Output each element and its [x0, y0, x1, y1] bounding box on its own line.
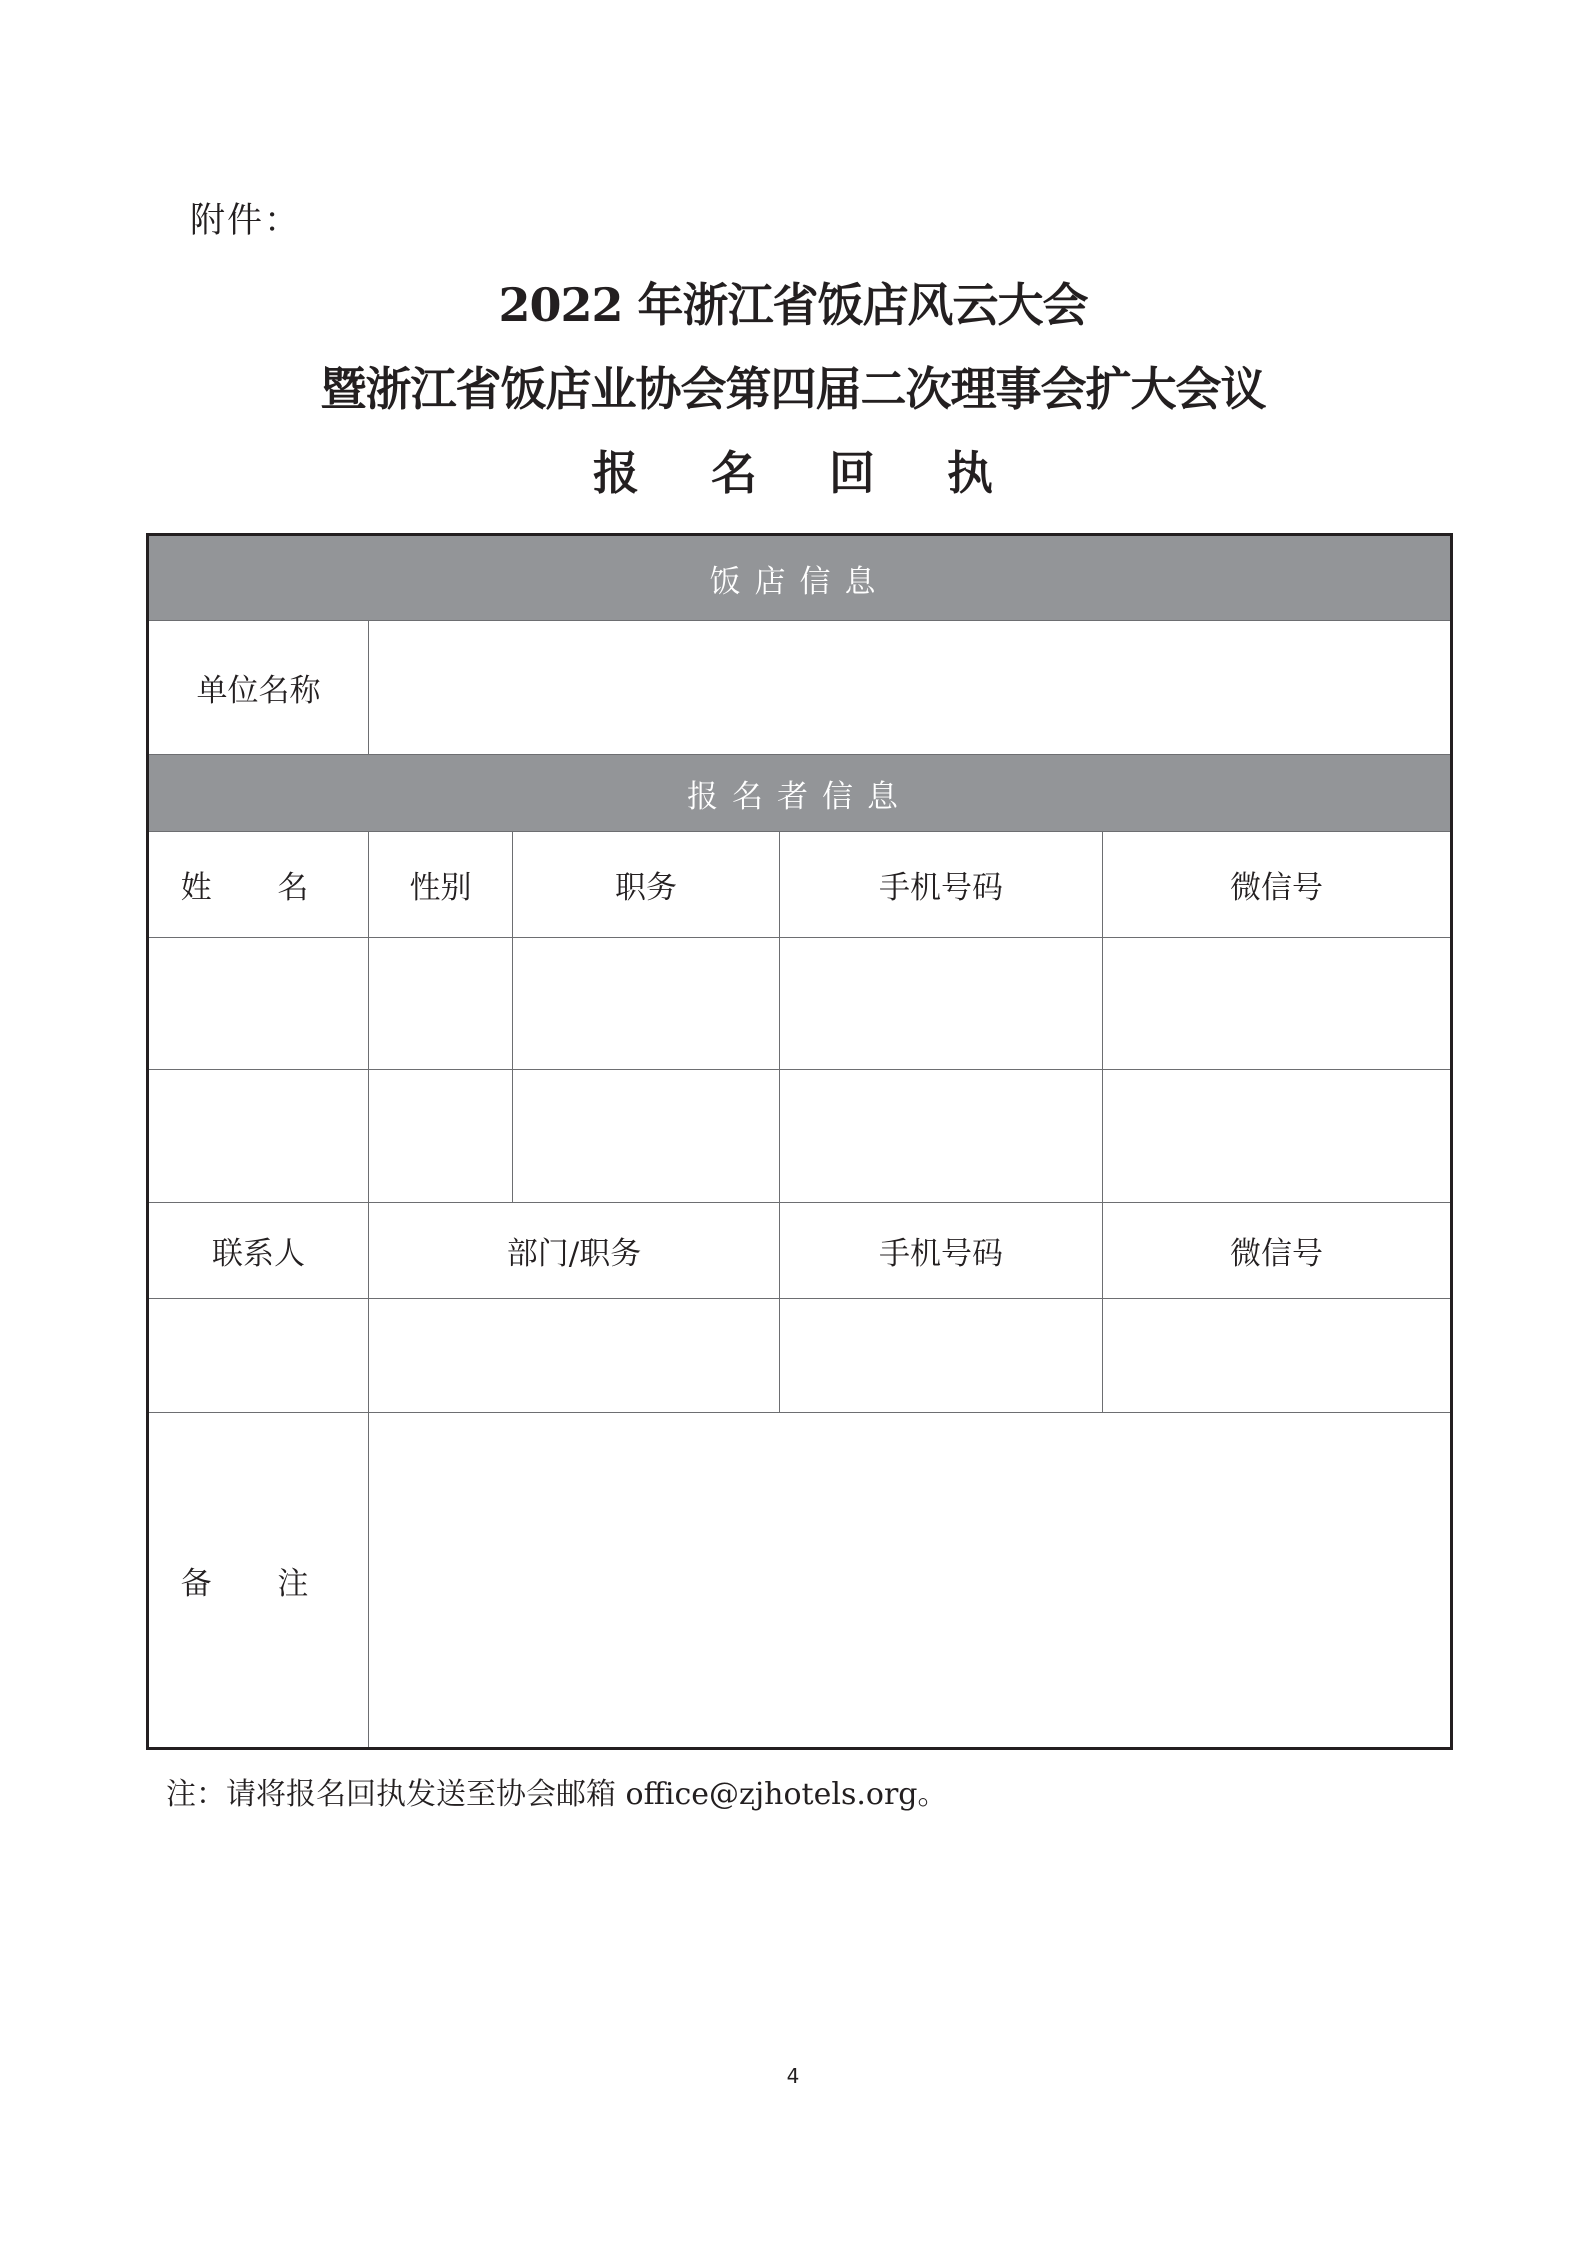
registrant-entry-row	[148, 938, 1452, 1070]
document-title-line-2: 暨浙江省饭店业协会第四届二次理事会扩大会议	[320, 362, 1266, 416]
registrant-name-cell[interactable]	[148, 1070, 369, 1203]
document-title-line-3: 报 名 回 执	[592, 446, 1022, 500]
registration-form-table	[146, 533, 1453, 1750]
contact-wechat-cell[interactable]	[1103, 1299, 1452, 1413]
org-name-label: 单位名称	[148, 621, 369, 755]
registrant-wechat-cell[interactable]	[1103, 938, 1452, 1070]
registrant-info-header-row	[148, 755, 1452, 832]
column-header-wechat: 微信号	[1103, 832, 1452, 938]
registrant-position-cell[interactable]	[513, 1070, 780, 1203]
remarks-label: 备 注	[148, 1413, 369, 1749]
org-name-field[interactable]	[369, 621, 1452, 755]
registrant-column-header-row	[148, 832, 1452, 938]
hotel-info-header-row	[148, 535, 1452, 621]
registrant-mobile-cell[interactable]	[780, 938, 1103, 1070]
org-name-row	[148, 621, 1452, 755]
column-header-contact-mobile: 手机号码	[780, 1203, 1103, 1299]
contact-name-cell[interactable]	[148, 1299, 369, 1413]
registrant-info-header: 报名者信息	[148, 755, 1452, 832]
column-header-mobile: 手机号码	[780, 832, 1103, 938]
registrant-wechat-cell[interactable]	[1103, 1070, 1452, 1203]
registrant-gender-cell[interactable]	[369, 1070, 513, 1203]
column-header-position: 职务	[513, 832, 780, 938]
hotel-info-header: 饭店信息	[148, 535, 1452, 621]
column-header-contact: 联系人	[148, 1203, 369, 1299]
contact-column-header-row	[148, 1203, 1452, 1299]
submission-note: 注：请将报名回执发送至协会邮箱 office@zjhotels.org。	[166, 1777, 948, 1812]
column-header-contact-wechat: 微信号	[1103, 1203, 1452, 1299]
attachment-label: 附件：	[190, 201, 302, 241]
document-title-line-1: 2022 年浙江省饭店风云大会	[498, 278, 1088, 332]
column-header-department-position: 部门/职务	[369, 1203, 780, 1299]
registrant-position-cell[interactable]	[513, 938, 780, 1070]
registrant-gender-cell[interactable]	[369, 938, 513, 1070]
remarks-row	[148, 1413, 1452, 1749]
registrant-name-cell[interactable]	[148, 938, 369, 1070]
column-header-gender: 性别	[369, 832, 513, 938]
column-header-name: 姓 名	[148, 832, 369, 938]
contact-department-cell[interactable]	[369, 1299, 780, 1413]
registrant-entry-row	[148, 1070, 1452, 1203]
remarks-field[interactable]	[369, 1413, 1452, 1749]
contact-mobile-cell[interactable]	[780, 1299, 1103, 1413]
contact-entry-row	[148, 1299, 1452, 1413]
registrant-mobile-cell[interactable]	[780, 1070, 1103, 1203]
page-number: 4	[786, 2064, 800, 2088]
